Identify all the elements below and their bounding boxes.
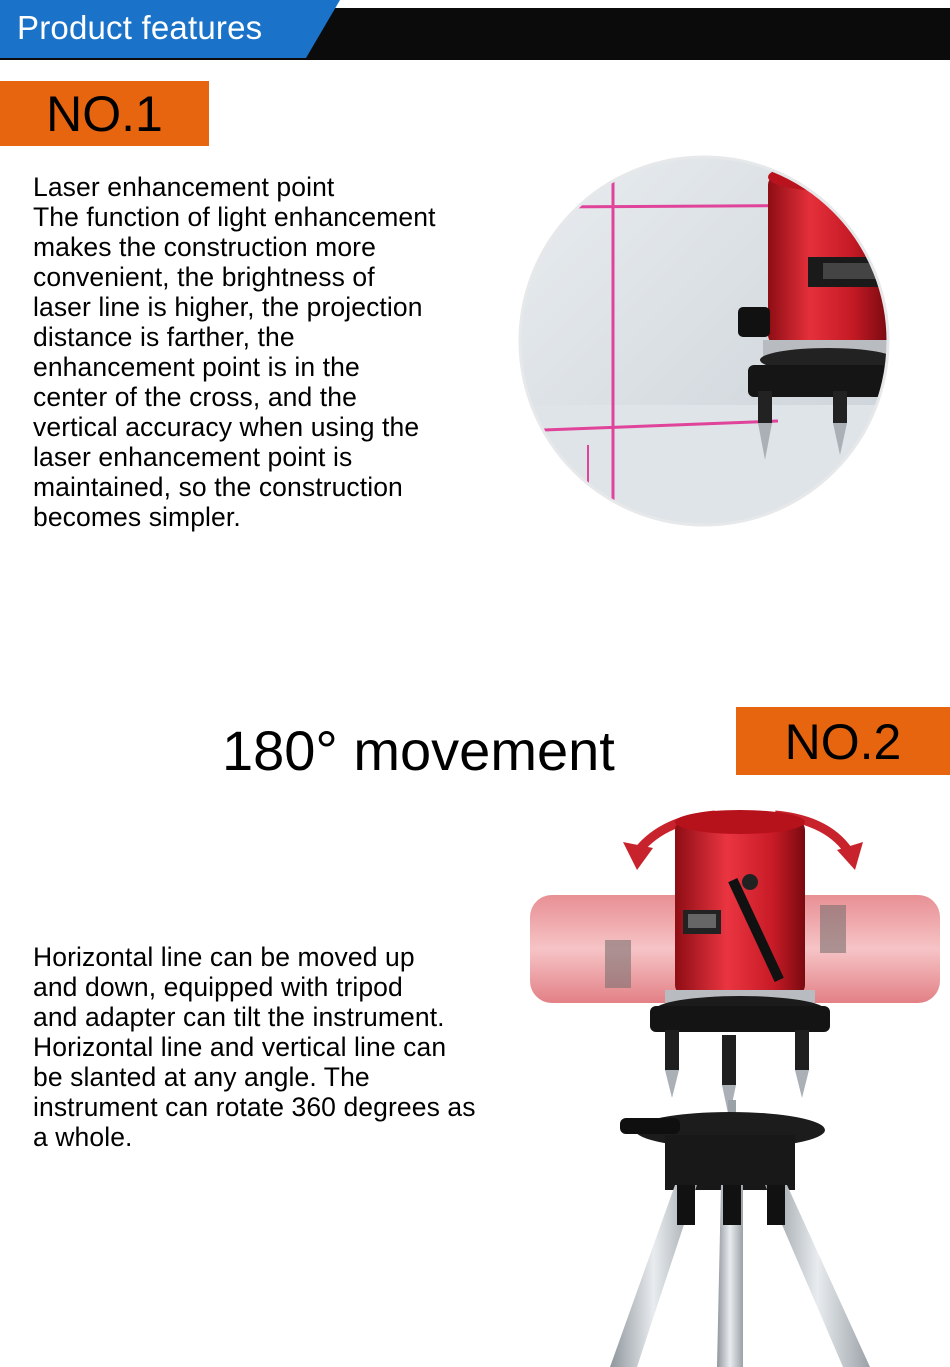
feature-2-description: Horizontal line can be moved up and down, equipped with tripod and adapter can tilt the instrument. Horizontal line and vertical line can be slanted at any angle. The instrument can rotate 360 degrees as a whole. <box>33 942 476 1152</box>
section-title: Product features <box>17 9 263 46</box>
feature-1-badge: NO.1 <box>0 81 209 146</box>
tilted-laser-level-photo <box>525 800 950 1367</box>
feature-2-title: 180° movement <box>222 719 615 782</box>
laser-enhancement-photo <box>518 155 890 527</box>
feature-1-description: Laser enhancement point The function of light enhancement makes the construction more convenient, the brightness of laser line is higher, the projection distance is farther, the enhancement point is in the center of the cross, and the vertical accuracy when using the laser enhancement point is maintained, so the construction becomes simpler. <box>33 172 436 532</box>
feature-2-badge: NO.2 <box>736 707 950 775</box>
